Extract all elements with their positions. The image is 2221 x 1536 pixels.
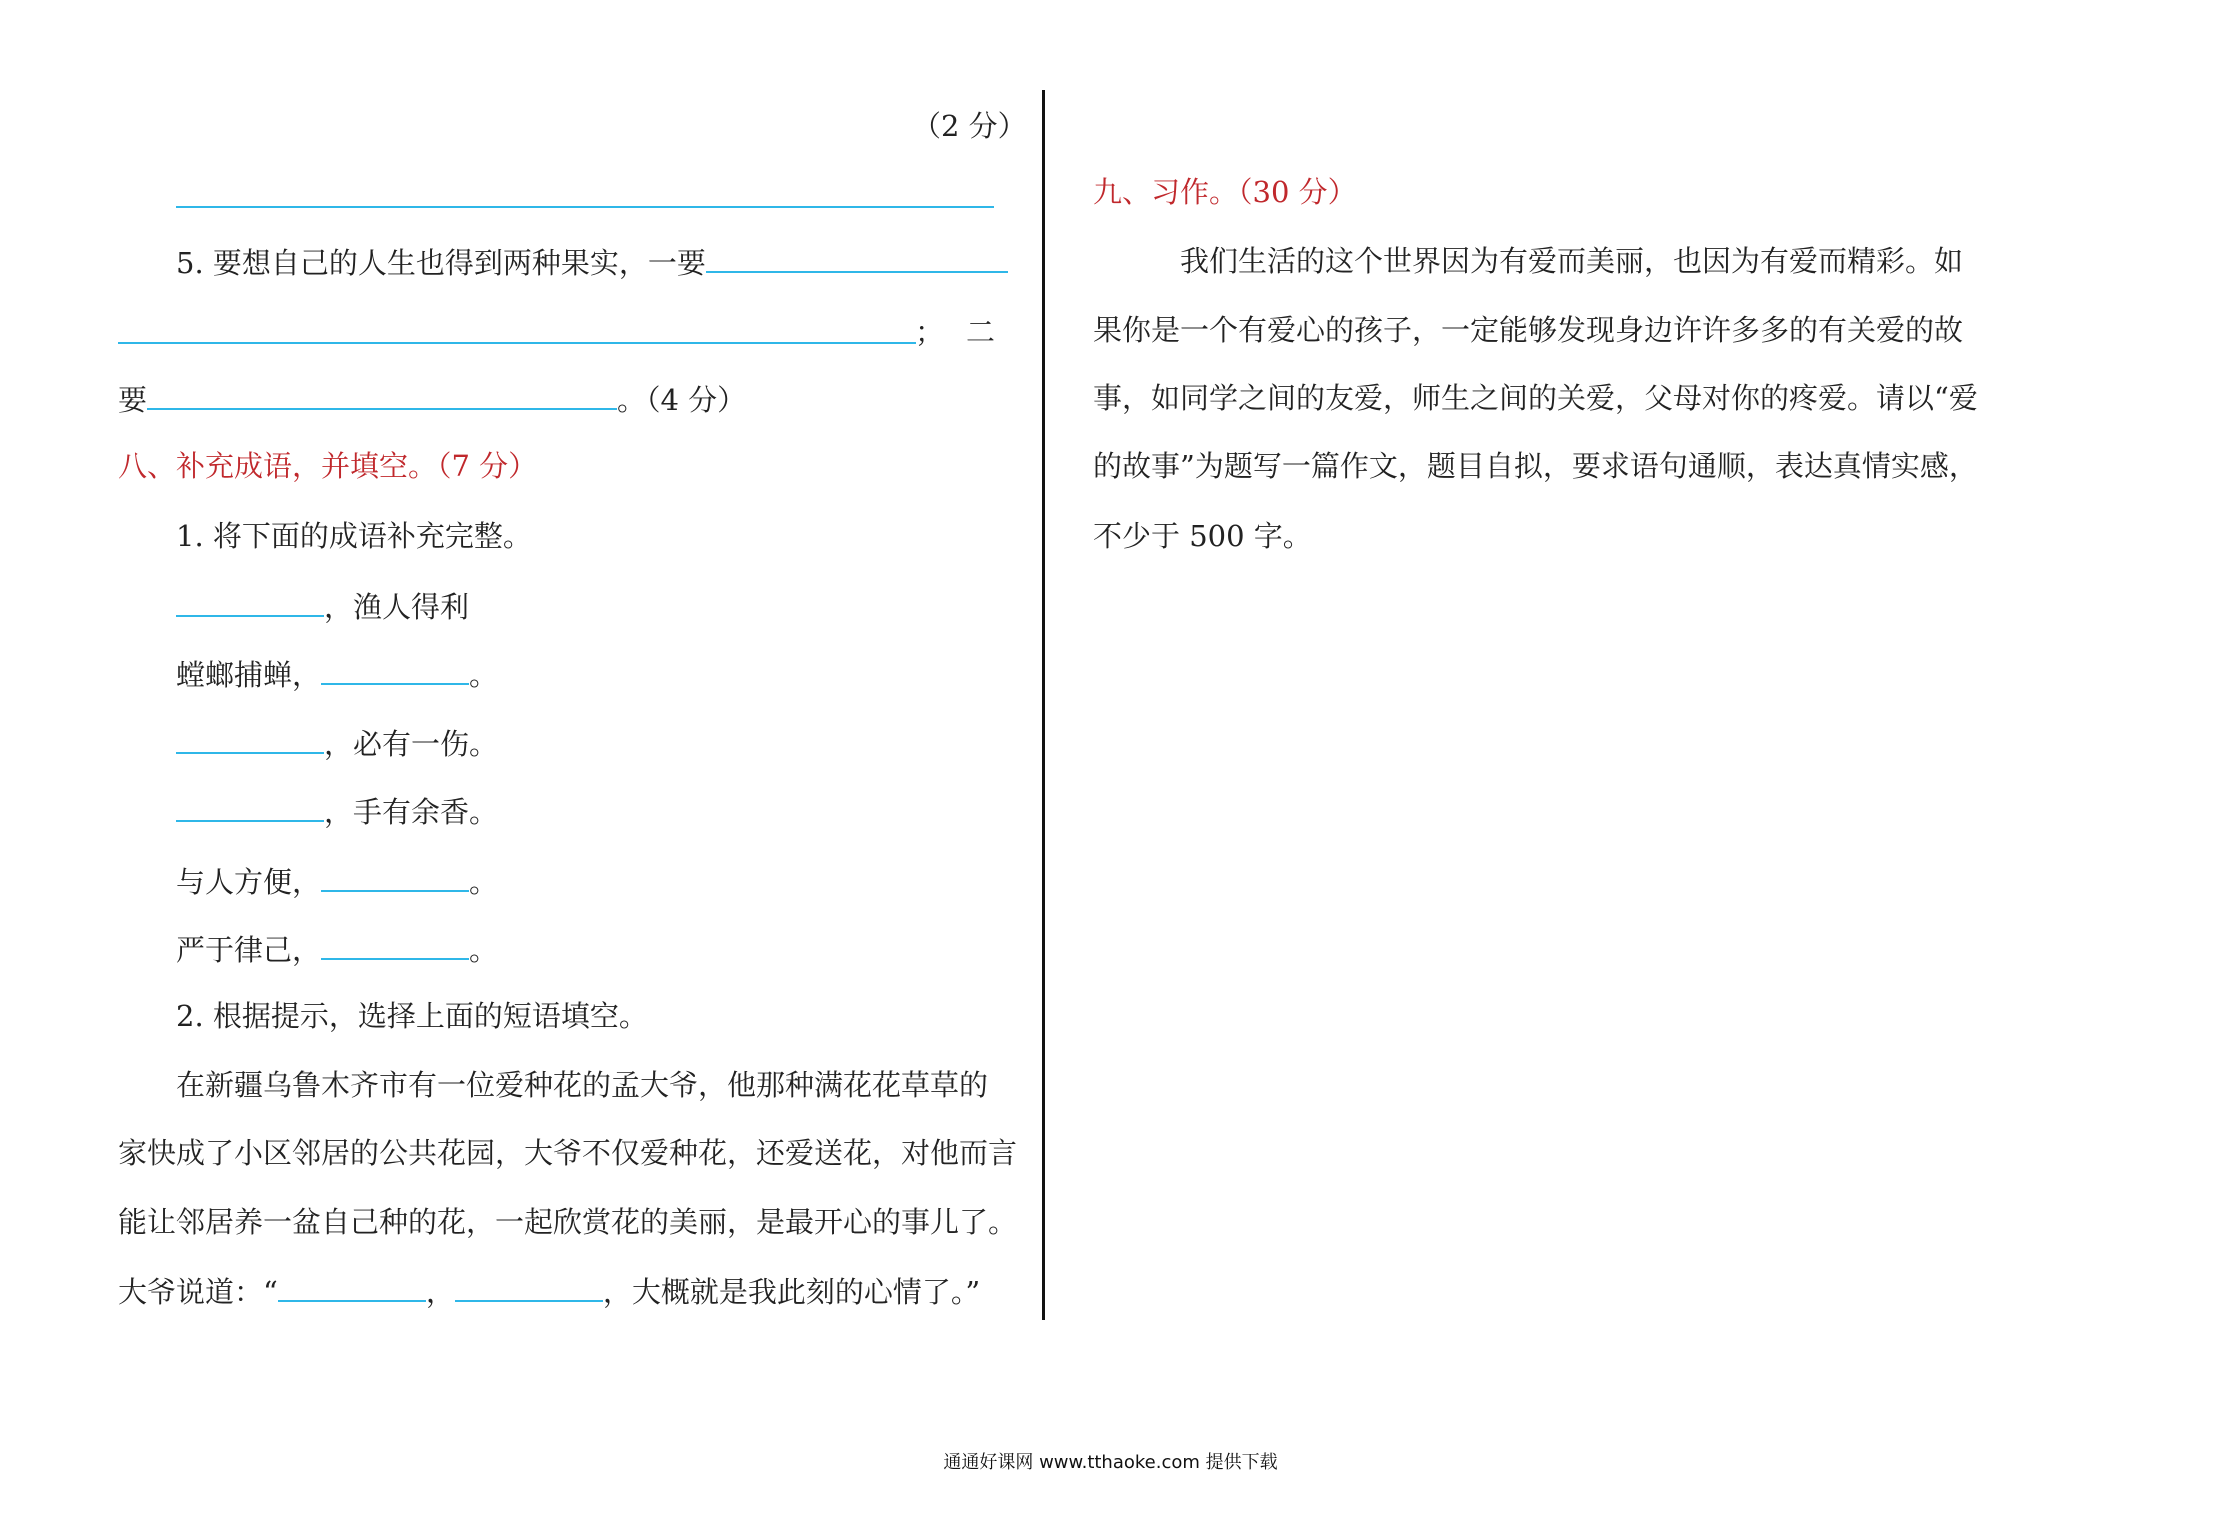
section-9-title: 九、习作。（30 分） <box>1093 175 1357 209</box>
answer-blank[interactable] <box>147 378 617 410</box>
semicolon: ； <box>915 315 945 349</box>
score-label: （2 分） <box>912 109 1027 143</box>
q5-score: 。（4 分） <box>617 383 747 417</box>
answer-blank[interactable] <box>706 241 1008 273</box>
answer-blank[interactable] <box>176 790 324 822</box>
answer-blank[interactable] <box>278 1270 426 1302</box>
answer-blank[interactable] <box>176 206 994 208</box>
idiom-item <box>176 653 498 695</box>
question-5 <box>176 241 1008 283</box>
idiom-text: 。 <box>469 933 499 967</box>
essay-line: 不少于 500 字。 <box>1093 519 1312 553</box>
q5-er: 二 <box>966 315 996 349</box>
idiom-item <box>176 790 498 832</box>
answer-blank[interactable] <box>321 860 469 892</box>
idiom-text: 严于律己， <box>176 933 322 967</box>
section-8-title: 八、补充成语，并填空。（7 分） <box>118 449 538 483</box>
essay-line: 果你是一个有爱心的孩子，一定能够发现身边许许多多的有关爱的故 <box>1093 313 1964 347</box>
passage-line: 家快成了小区邻居的公共花园，大爷不仅爱种花，还爱送花，对他而言 <box>118 1136 1018 1170</box>
idiom-text: ，必有一伤。 <box>324 727 499 761</box>
answer-blank[interactable] <box>455 1270 603 1302</box>
idiom-text: ，渔人得利 <box>324 590 470 624</box>
q1-title: 1. 将下面的成语补充完整。 <box>176 519 532 553</box>
essay-line: 我们生活的这个世界因为有爱而美丽，也因为有爱而精彩。如 <box>1180 244 1964 278</box>
passage-line: 能让邻居养一盆自己种的花，一起欣赏花的美丽，是最开心的事儿了。 <box>118 1205 1018 1239</box>
idiom-text: ，手有余香。 <box>324 795 499 829</box>
idiom-item <box>176 928 498 970</box>
answer-blank[interactable] <box>176 722 324 754</box>
essay-line: 的故事”为题写一篇作文，题目自拟，要求语句通顺，表达真情实感， <box>1093 449 1978 483</box>
column-divider <box>1042 90 1045 1320</box>
answer-blank[interactable] <box>176 585 324 617</box>
idiom-text: 。 <box>469 865 499 899</box>
q2-title: 2. 根据提示，选择上面的短语填空。 <box>176 999 648 1033</box>
passage-text: 大爷说道：“ <box>118 1275 278 1309</box>
idiom-item <box>176 860 498 902</box>
question-5-line-3 <box>118 378 746 420</box>
idiom-item <box>176 722 498 764</box>
passage-text: ， <box>425 1275 455 1309</box>
essay-line: 事，如同学之间的友爱，师生之间的关爱，父母对你的疼爱。请以“爱 <box>1093 381 1978 415</box>
passage-line: 在新疆乌鲁木齐市有一位爱种花的孟大爷，他那种满花花草草的 <box>176 1068 989 1102</box>
idiom-text: 螳螂捕蝉， <box>176 658 322 692</box>
passage-text: ，大概就是我此刻的心情了。” <box>602 1275 981 1309</box>
question-5-text: 5. 要想自己的人生也得到两种果实，一要 <box>176 246 706 280</box>
idiom-text: 。 <box>469 658 499 692</box>
idiom-text: 与人方便， <box>176 865 322 899</box>
passage-last-line <box>118 1270 980 1312</box>
footer-credit: 通通好课网 www.tthaoke.com 提供下载 <box>943 1452 1278 1473</box>
q5-yao: 要 <box>118 383 148 417</box>
answer-blank[interactable] <box>321 653 469 685</box>
answer-blank[interactable] <box>321 928 469 960</box>
idiom-item <box>176 585 469 627</box>
answer-blank[interactable] <box>118 342 916 344</box>
